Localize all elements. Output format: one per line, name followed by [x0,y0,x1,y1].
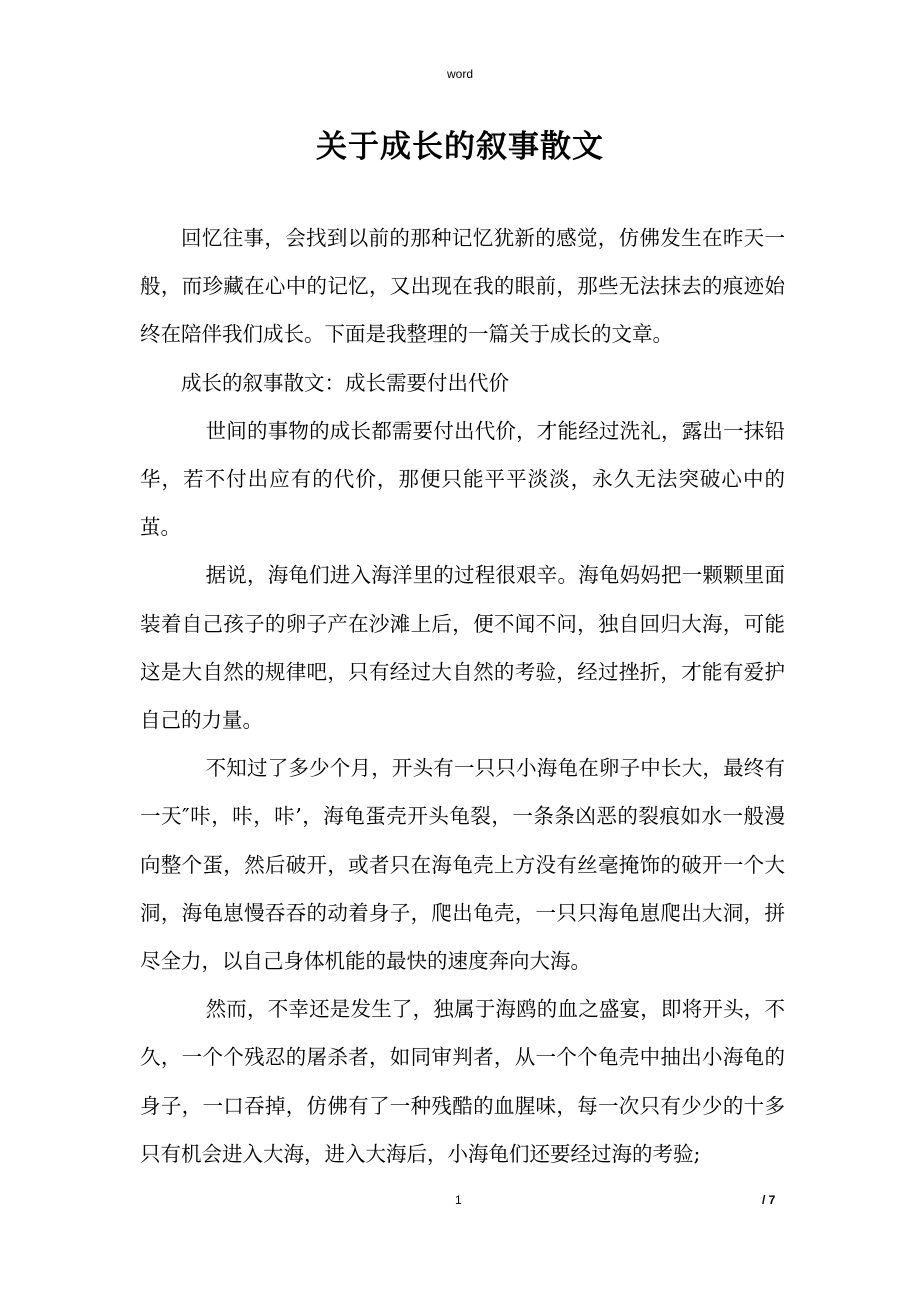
paragraph-intro: 回忆往事，会找到以前的那种记忆犹新的感觉，仿佛发生在昨天一般，而珍藏在心中的记忆，又出现在我的眼前，那些无法抹去的痕迹始终在陪伴我们成长。下面是我整理的一篇关于成长的文章。 [140,226,785,347]
page-header: word [446,67,473,81]
page-number: 1 [455,1193,462,1207]
paragraph: 据说，海龟们进入海洋里的过程很艰辛。海龟妈妈把一颗颗里面装着自己孩子的卵子产在沙滩上后，便不闻不问，独自回归大海，可能这是大自然的规律吧，只有经过大自然的考验，经过挫折，才能有爱护自己的力量。 [140,563,785,733]
document-body [140,214,785,1178]
document-title: 关于成长的叙事散文 [316,129,604,165]
paragraph: 世间的事物的成长都需要付出代价，才能经过洗礼，露出一抹铅华，若不付出应有的代价，那便只能平平淡淡，永久无法突破心中的茧。 [140,418,785,540]
paragraph: 然而，不幸还是发生了，独属于海鸥的血之盛宴，即将开头，不久，一个个残忍的屠杀者，如同审判者，从一个个龟壳中抽出小海龟的身子，一口吞掉，仿佛有了一种残酷的血腥味，每一次只有少少的十多只有机会进入大海，进入大海后，小海龟们还要经过海的考验; [140,997,785,1166]
page-total: / 7 [762,1193,776,1207]
paragraph: 不知过了多少个月，开头有一只只小海龟在卵子中长大，最终有一天″咔，咔，咔’，海龟蛋壳开头龟裂，一条条凶恶的裂痕如水一般漫向整个蛋，然后破开，或者只在海龟壳上方没有丝毫掩饰的破开一个大洞，海龟崽慢吞吞的动着身子，爬出龟壳，一只只海龟崽爬出大洞，拼尽全力，以自己身体机能的最快的速度奔向大海。 [140,756,785,974]
section-heading: 成长的叙事散文：成长需要付出代价 [181,370,509,395]
